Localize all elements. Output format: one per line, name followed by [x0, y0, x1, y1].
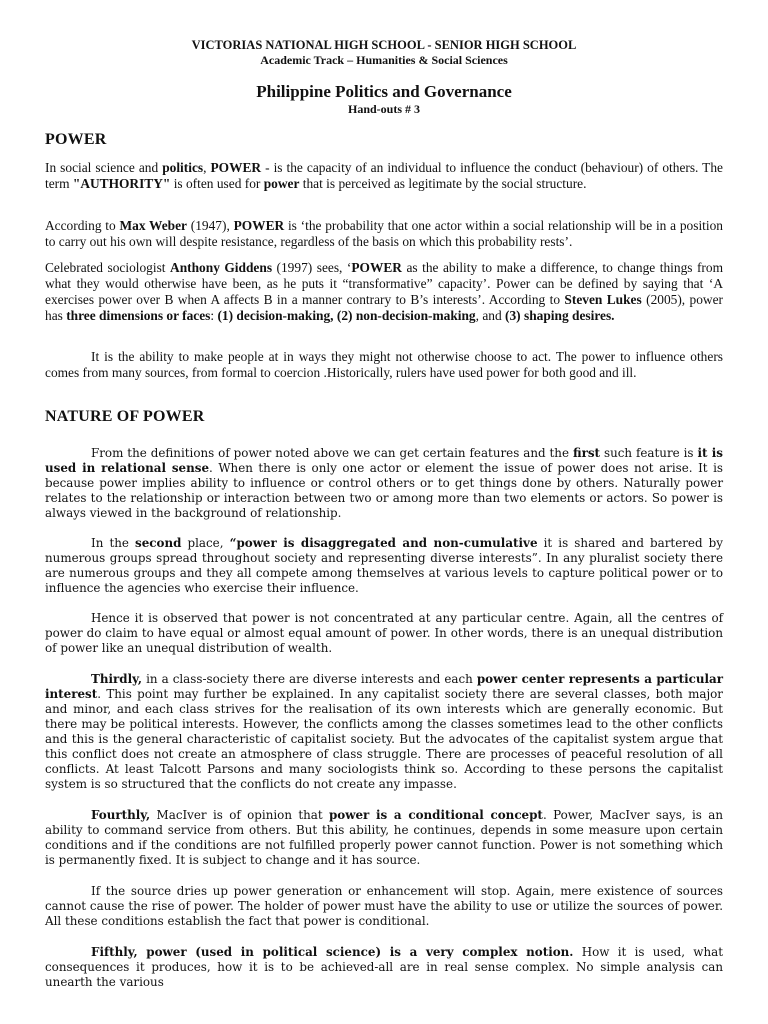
bold-run: first — [572, 446, 601, 460]
text-run: , and — [475, 308, 506, 323]
section-heading-nature-of-power: NATURE OF POWER — [45, 408, 205, 425]
text-run: is often used for — [170, 176, 264, 191]
text-run: that is perceived as legitimate by the social structure. — [299, 176, 587, 191]
text-run: (1997) sees, ‘ — [272, 260, 352, 275]
nature-paragraph-3: Hence it is observed that power is not concentrated at any particular centre. Again, all the centres of power do claim to have equal or almost equal amount of power. In other words, there is an unequal distribution of power like an unequal distribution of wealth. — [45, 611, 723, 655]
school-name: VICTORIAS NATIONAL HIGH SCHOOL - SENIOR HIGH SCHOOL — [191, 38, 577, 52]
text-run: is ‘the probability that one actor within a social relationship will be in a position to carry out his own will despite resistance, regardless of the basis on which this probability rests’. — [45, 218, 723, 249]
bold-run: POWER — [233, 218, 285, 233]
nature-paragraph-5 — [45, 808, 723, 868]
text-run: In social science and — [45, 160, 163, 175]
nature-paragraph-1 — [45, 446, 723, 521]
power-paragraph-2 — [45, 218, 723, 250]
bold-run: second — [135, 536, 182, 550]
bold-run: power center represents a particular interest — [45, 672, 724, 701]
text-run: According to — [45, 218, 120, 233]
section-heading-power: POWER — [45, 131, 107, 148]
bold-run: it is used in relational sense — [45, 446, 723, 475]
text-run: as the ability to make a difference, to change things from what they would otherwise have been, as he puts it “transformative” capacity’. Power can be defined by saying that ‘A exercises power over B when A affects B in a manner contrary to B’s interests’. According to — [45, 260, 723, 307]
text-run: How it is used, what consequences it produces, how it is to be achieved-all are in real sense complex. No simple analysis can unearth the various — [45, 945, 723, 989]
text-run: in a class-society there are diverse interests and each — [142, 672, 477, 686]
text-run: In the — [91, 536, 136, 550]
text-run: place, — [181, 536, 230, 550]
bold-run: power is a conditional concept — [328, 808, 543, 822]
text-run: such feature is — [600, 446, 698, 460]
text-run: MacIver is of opinion that — [150, 808, 329, 822]
bold-run: Fourthly, — [91, 808, 151, 822]
text-run: : — [210, 308, 218, 323]
bold-run: politics — [162, 160, 204, 175]
bold-run: POWER — [351, 260, 402, 275]
power-paragraph-4: It is the ability to make people at in ways they might not otherwise choose to act. The power to influence others comes from many sources, from formal to coercion .Historically, rulers have used power for both good and ill. — [45, 349, 723, 380]
bold-run: power — [263, 176, 300, 191]
bold-run: Steven Lukes — [564, 292, 642, 307]
handout-number: Hand-outs # 3 — [347, 102, 421, 116]
bold-run: “power is disaggregated and non-cumulative — [229, 536, 538, 550]
power-paragraph-1 — [45, 160, 723, 192]
nature-paragraph-2 — [45, 536, 723, 596]
bold-run: three dimensions or faces — [66, 308, 211, 323]
text-run: From the definitions of power noted above we can get certain features and the — [91, 446, 573, 460]
bold-run: (3) shaping desires. — [505, 308, 615, 323]
power-paragraph-3 — [45, 260, 723, 324]
text-run: , — [203, 160, 211, 175]
bold-run: "AUTHORITY" — [72, 176, 171, 191]
nature-paragraph-4 — [45, 672, 723, 792]
text-run: (1947), — [186, 218, 234, 233]
nature-paragraph-6: If the source dries up power generation or enhancement will stop. Again, mere existence of sources cannot cause the rise of power. The holder of power must have the ability to use or utilize the sources of power. All these conditions establish the fact that power is conditional. — [45, 884, 723, 928]
text-run: . This point may further be explained. In any capitalist society there are several classes, both major and minor, and each class strives for the realisation of its own interests which are generally economic. But there may be political interests. However, the conflicts among the classes sometimes lead to the other conflicts and this is the general characteristic of capitalist society. But the advocates of the capitalist system argue that this conflict does not create an atmosphere of class struggle. There are processes of peaceful resolution of all conflicts. At least Talcott Parsons and many sociologists think so. According to these persons the capitalist system is so structured that the conflicts do not create any impasse. — [45, 687, 723, 791]
bold-run: Fifthly, power (used in political science) is a very complex notion. — [91, 945, 574, 959]
bold-run: POWER — [210, 160, 262, 175]
text-run: - is the capacity of an individual to influence the conduct (behaviour) of others. The term — [45, 160, 723, 191]
text-run: . Power, MacIver says, is an ability to command service from others. But this ability, he continues, depends in some measure upon certain conditions and if the conditions are not fulfilled properly power cannot function. Power is not something which is permanently fixed. It is subject to change and it has source. — [45, 808, 724, 867]
text-run: Celebrated sociologist — [45, 260, 171, 275]
academic-track: Academic Track – Humanities & Social Sciences — [260, 53, 508, 67]
text-run: it is shared and bartered by numerous groups spread throughout society and representing diverse interests”. In any pluralist society there are numerous groups and they all compete among themselves at various levels to capture political power or to influence the agencies who exercise their influence. — [45, 536, 724, 595]
text-run: (2005), power has — [45, 292, 723, 323]
bold-run: (1) decision-making, (2) non-decision-making — [217, 308, 476, 323]
text-run: . When there is only one actor or element the issue of power does not arise. It is because power implies ability to influence or control others or to get things done by others. Naturally power relates to the relationship or interaction between two or among more than two elements or actors. So power is always viewed in the background of relationship. — [45, 461, 723, 520]
bold-run: Thirdly, — [91, 672, 143, 686]
nature-paragraph-7 — [45, 945, 723, 990]
page-title: Philippine Politics and Governance — [256, 82, 512, 101]
bold-run: Max Weber — [119, 218, 187, 233]
bold-run: Anthony Giddens — [170, 260, 273, 275]
